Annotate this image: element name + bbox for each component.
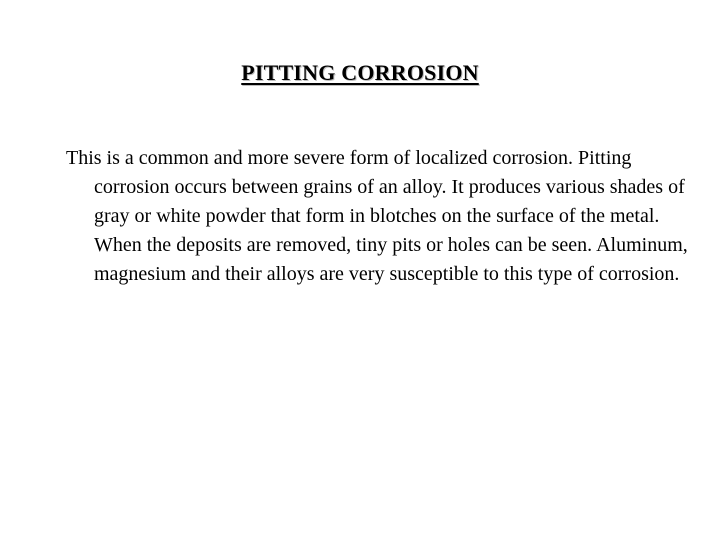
slide-body-text: This is a common and more severe form of localized corrosion. Pitting corrosion occurs between grains of an alloy. It produces various shades of gray or white powder that form in blotches on the surface of the metal. When the deposits are removed, tiny pits or holes can be seen. Aluminum, magnesium and their alloys are very susceptible to this type of corrosion. [66, 147, 688, 285]
slide-title: PITTING CORROSION [241, 60, 479, 85]
